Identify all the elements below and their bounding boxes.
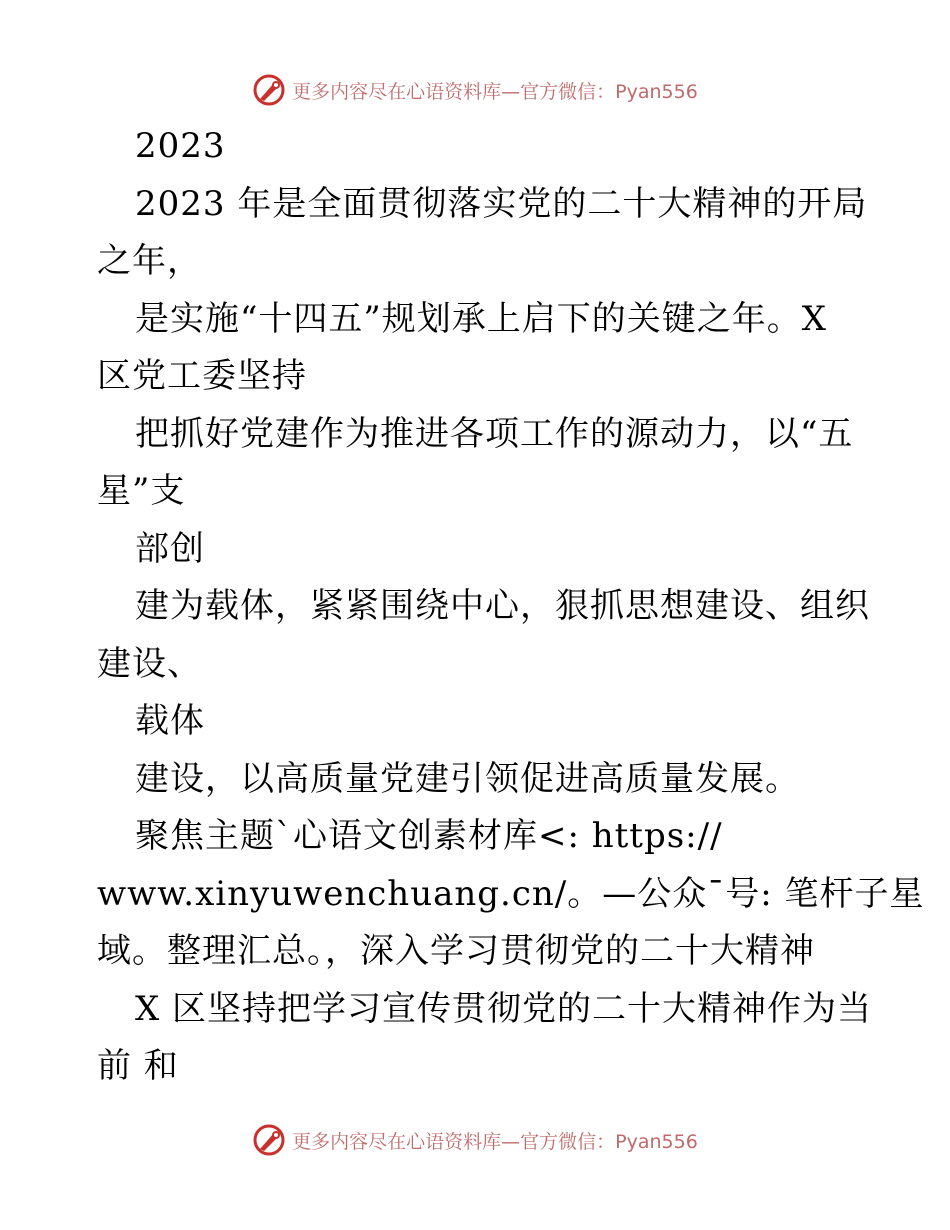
footer-banner-text: 更多内容尽在心语资料库—官方微信：Pyan556 (292, 1130, 698, 1153)
text-line: 聚焦主题`心语文创素材库<: https:// (135, 816, 723, 856)
footer-banner (0, 1120, 950, 1160)
header-banner (0, 70, 950, 110)
text-line: 建为载体，紧紧围绕中心，狠抓思想建设、组织 (135, 586, 870, 626)
text-line: 部创 (135, 528, 205, 569)
document-body (97, 118, 925, 1096)
text-line: 域。整理汇总。，深入学习贯彻党的二十大精神 (97, 931, 815, 971)
text-line: 2023 年是全面贯彻落实党的二十大精神的开局 (135, 183, 868, 224)
text-line: www.xinyuwenchuang.cn/。—公众¯号: 笔杆子星 (97, 873, 925, 914)
pen-logo-icon (252, 1123, 286, 1157)
text-line: 前 和 (97, 1046, 179, 1086)
text-line: 星”支 (97, 471, 186, 511)
text-line: 之年， (97, 241, 202, 281)
text-line: 是实施“十四五”规划承上启下的关键之年。X (135, 298, 827, 339)
text-line: 建设、 (97, 643, 202, 684)
text-line: 区党工委坚持 (97, 356, 307, 396)
text-line: 2023 (135, 126, 226, 166)
text-line: 把抓好党建作为推进各项工作的源动力，以“五 (135, 413, 854, 454)
header-banner-text: 更多内容尽在心语资料库—官方微信：Pyan556 (292, 80, 698, 103)
pen-logo-icon (252, 73, 286, 107)
text-line: 建设，以高质量党建引领促进高质量发展。 (135, 758, 800, 799)
text-line: 载体 (135, 701, 205, 741)
text-line: X 区坚持把学习宣传贯彻党的二十大精神作为当 (135, 988, 873, 1029)
